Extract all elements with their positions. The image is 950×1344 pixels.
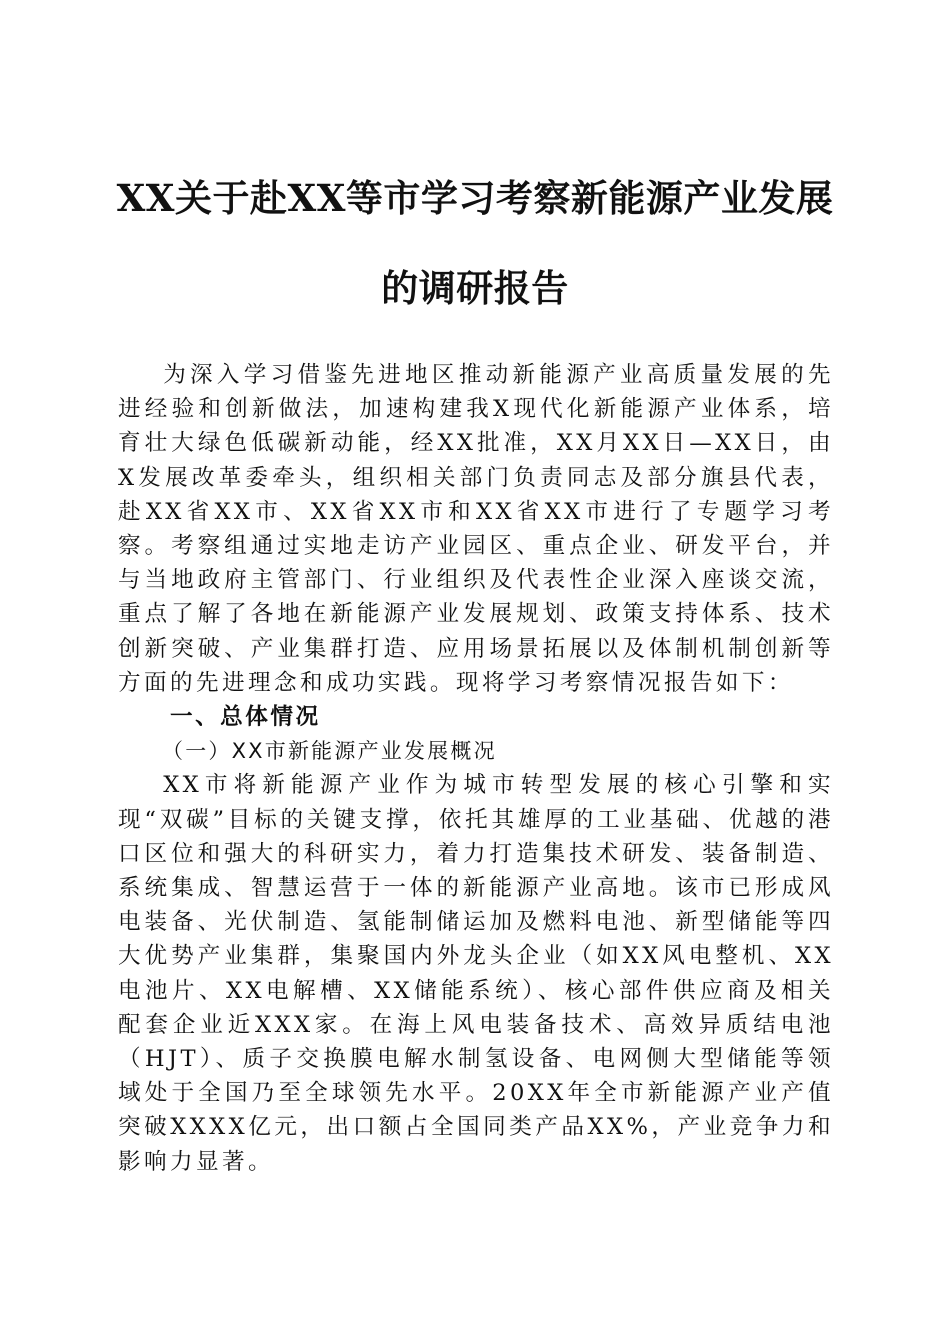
city-overview-paragraph: XX市将新能源产业作为城市转型发展的核心引擎和实现“双碳”目标的关键支撑，依托其雄厚的工业基础、优越的港口区位和强大的科研实力，着力打造集技术研发、装备制造、系统集成、智慧运营于一体的新能源产业高地。该市已形成风电装备、光伏制造、氢能制储运加及燃料电池、新型储能等四大优势产业集群，集聚国内外龙头企业（如XX风电整机、XX电池片、XX电解槽、XX储能系统）、核心部件供应商及相关配套企业近XXX家。在海上风电装备技术、高效异质结电池（HJT）、质子交换膜电解水制氢设备、电网侧大型储能等领域处于全国乃至全球领先水平。20XX年全市新能源产业产值突破XXXX亿元，出口额占全国同类产品XX%，产业竞争力和影响力显著。: [118, 772, 834, 1175]
document-title-line-1: XX关于赴XX等市学习考察新能源产业发展: [116, 176, 834, 220]
document-body: [118, 358, 834, 1179]
intro-paragraph: 为深入学习借鉴先进地区推动新能源产业高质量发展的先进经验和创新做法，加速构建我X现代化新能源产业体系，培育壮大绿色低碳新动能，经XX批准，XX月XX日—XX日，由X发展改革委牵头，组织相关部门负责同志及部分旗县代表，赴XX省XX市、XX省XX市和XX省XX市进行了专题学习考察。考察组通过实地走访产业园区、重点企业、研发平台，并与当地政府主管部门、行业组织及代表性企业深入座谈交流，重点了解了各地在新能源产业发展规划、政策支持体系、技术创新突破、产业集群打造、应用场景拓展以及体制机制创新等方面的先进理念和成功实践。现将学习考察情况报告如下：: [118, 362, 834, 696]
subsection-heading-city-overview: （一）XX市新能源产业发展概况: [162, 739, 497, 764]
section-heading-overview: 一、总体情况: [170, 704, 321, 731]
document-title-line-2: 的调研报告: [381, 266, 569, 310]
